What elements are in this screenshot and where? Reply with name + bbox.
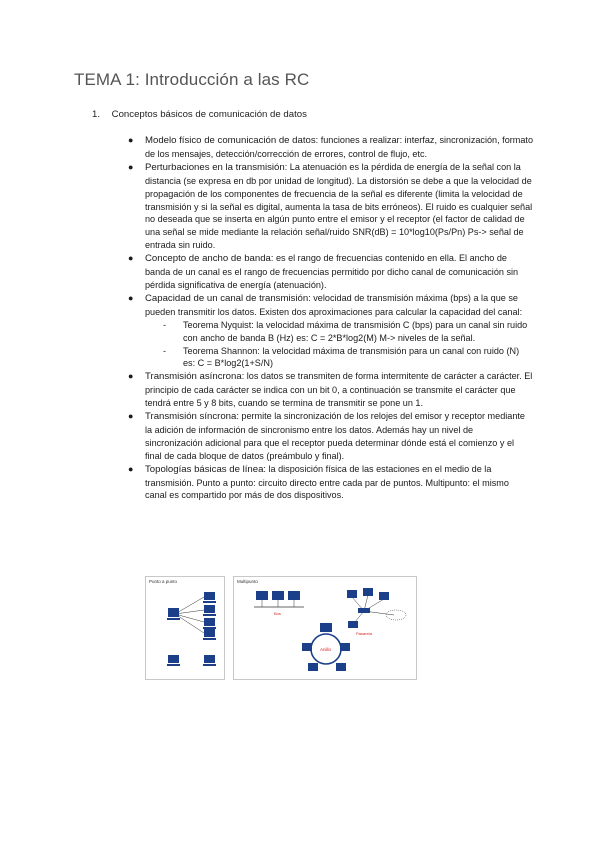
multipoint-panel <box>233 576 417 680</box>
list-item <box>128 370 533 410</box>
item-text: : funciones a realizar: interfaz, sincronización, formato de los mensajes, detección/corrección de errores, control de flujo, etc. <box>145 135 533 159</box>
dash-icon: - <box>163 319 167 330</box>
page-title: TEMA 1: Introducción a las RC <box>74 70 310 89</box>
sub-item-text: Teorema Shannon: la velocidad máxima de transmisión para un canal con ruido (N) es: C = B*log2(1+S/N) <box>183 345 520 369</box>
bullet-icon: ● <box>128 161 134 172</box>
item-text: : permite la sincronización de los relojes del emisor y receptor mediante la adición de información de sincronismo entre los datos. Además hay un nivel de sincronización adicional para que el receptor pueda determinar dónde está el comienzo y el final de cada bloque de datos (preámbulo y final). <box>145 411 525 461</box>
item-lead: Transmisión asíncrona <box>145 371 242 383</box>
bullet-icon: ● <box>128 411 134 422</box>
bullet-icon: ● <box>128 463 134 474</box>
sub-item <box>163 319 533 345</box>
bullet-icon: ● <box>128 292 134 303</box>
item-text: : la disposición física de las estaciones en el medio de la transmisión. Punto a punto: circuito directo entre cada par de puntos. Multipunto: el mismo canal es compartido por más de dos dispositivos. <box>145 463 509 501</box>
multipoint-diagram <box>234 577 416 679</box>
item-lead: Modelo físico de comunicación de datos <box>145 135 316 146</box>
list-item <box>128 292 533 370</box>
topology-figure <box>145 576 417 680</box>
list-item <box>128 134 533 161</box>
list-item <box>128 161 533 252</box>
section-title: Conceptos básicos de comunicación de datos <box>111 109 307 120</box>
section-heading <box>92 109 307 120</box>
bullet-icon: ● <box>128 135 134 145</box>
point-to-point-label: Punto a punto <box>149 579 178 584</box>
item-lead: Capacidad de un canal de transmisión <box>145 292 309 304</box>
item-text: : los datos se transmiten de forma intermitente de carácter a carácter. El principio de cada carácter se indica con un bit 0, a continuación se transmite el carácter que tendrá entre 5 y 8 bits, cuando se termina de transmitir se pone un 1. <box>145 371 533 409</box>
multipoint-label: Multipunto <box>237 579 258 584</box>
tree-label: Pasarela <box>356 631 372 636</box>
item-lead: Transmisión síncrona <box>145 411 237 423</box>
bullet-icon: ● <box>128 371 134 382</box>
bus-label: Bus <box>274 611 281 616</box>
point-to-point-diagram <box>146 577 224 679</box>
item-text: : velocidad de transmisión máxima (bps) a la que se pueden transmitir los datos. Existen dos aproximaciones para calcular la capacidad del canal: <box>145 292 523 317</box>
list-item <box>128 463 533 503</box>
item-lead: Concepto de ancho de banda <box>145 253 271 265</box>
point-to-point-panel <box>145 576 225 680</box>
list-item <box>128 410 533 463</box>
computer-icon <box>167 592 216 666</box>
item-text: : La atenuación es la pérdida de energía de la señal con la distancia (se expresa en db por unidad de longitud). La distorsión se debe a que la velocidad de propagación de los componentes de frecuencia de la señal es diferente (limita la velocidad de transmisión y si la señal es digital, aumenta la tasa de bits erróneos). El ruido es cualquier señal no deseada que se inserta en algún punto entre el emisor y el receptor (el factor de calidad de una señal se mide mediante la relación señal/ruido SNR(dB) = 10*log10(Ps/Pn) Ps-> señal de entrada sin ruido. <box>145 161 533 251</box>
list-item <box>128 252 533 292</box>
sub-list <box>145 319 533 371</box>
section-number: 1. <box>92 109 101 120</box>
sub-item-text: Teorema Nyquist: la velocidad máxima de transmisión C (bps) para un canal sin ruido con ancho de banda B (Hz) es: C = 2*B*log2(M) M-> niveles de la señal. <box>183 319 528 343</box>
item-text: : es el rango de frecuencias contenido en ella. El ancho de banda de un canal es el rango de frecuencias permitido por dicho canal de comunicación sin pérdida significativa de energía (atenuación). <box>145 253 519 290</box>
ring-label: Anillo <box>320 647 332 652</box>
dash-icon: - <box>163 345 167 356</box>
concept-list <box>128 134 533 502</box>
item-lead: Perturbaciones en la transmisión <box>145 161 285 173</box>
sub-item <box>163 345 533 371</box>
bullet-icon: ● <box>128 253 134 264</box>
item-lead: Topologías básicas de línea <box>145 463 264 475</box>
